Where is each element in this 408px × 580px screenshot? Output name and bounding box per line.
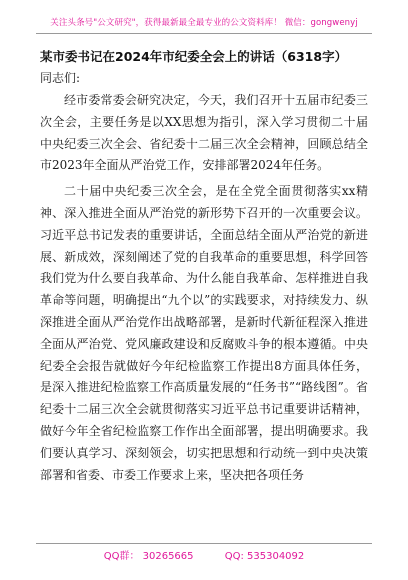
footer-contact	[0, 547, 408, 562]
document-body	[40, 48, 368, 486]
paragraph-2: 二十届中央纪委三次全会，是在全党全面贯彻落实xx精神、深入推进全面从严治党的新形势下召开的一次重要会议。习近平总书记发表的重要讲话，全面总结全面从严治党的新进展、新成效，深刻阐述了党的自我革命的重要思想，科学回答我们党为什么要自我革命、为什么能自我革命、怎样推进自我革命等问题，明确提出“九个以”的实践要求，对持续发力、纵深推进全面从严治党作出战略部署，是新时代新征程深入推进全面从严治党、党风廉政建设和反腐败斗争的根本遵循。中央纪委全会报告就做好今年纪检监察工作提出8方面具体任务，是深入推进纪检监察工作高质量发展的“任务书”“路线图”。省纪委十二届三次全会就贯彻落实习近平总书记重要讲话精神，做好今年全省纪检监察工作作出全面部署，提出明确要求。我们要认真学习、深刻领会，切实把思想和行动统一到中央决策部署和省委、市委工作要求上来，坚决把各项任务	[40, 184, 368, 482]
footer-divider	[36, 543, 372, 544]
footer-qq-contact: QQ: 535304092	[224, 551, 305, 562]
paragraph-1: 经市委常委会研究决定，今天，我们召开十五届市纪委三次全会，主要任务是以XX思想为指引，深入学习贯彻二十届中央纪委三次全会、省纪委十二届三次全会精神，回顾总结全市2023年全面从严治党工作，安排部署2024年任务。	[40, 93, 368, 173]
salutation: 同志们:	[40, 71, 81, 85]
footer-qq-group: QQ群： 30265665	[103, 551, 194, 562]
header-divider	[36, 33, 372, 34]
document-title: 某市委书记在2024年市纪委全会上的讲话（6318字）	[40, 49, 348, 64]
header-banner: 关注头条号"公文研究"，获得最新最全最专业的公文资料库！ 微信：gongwenyj	[50, 18, 358, 28]
